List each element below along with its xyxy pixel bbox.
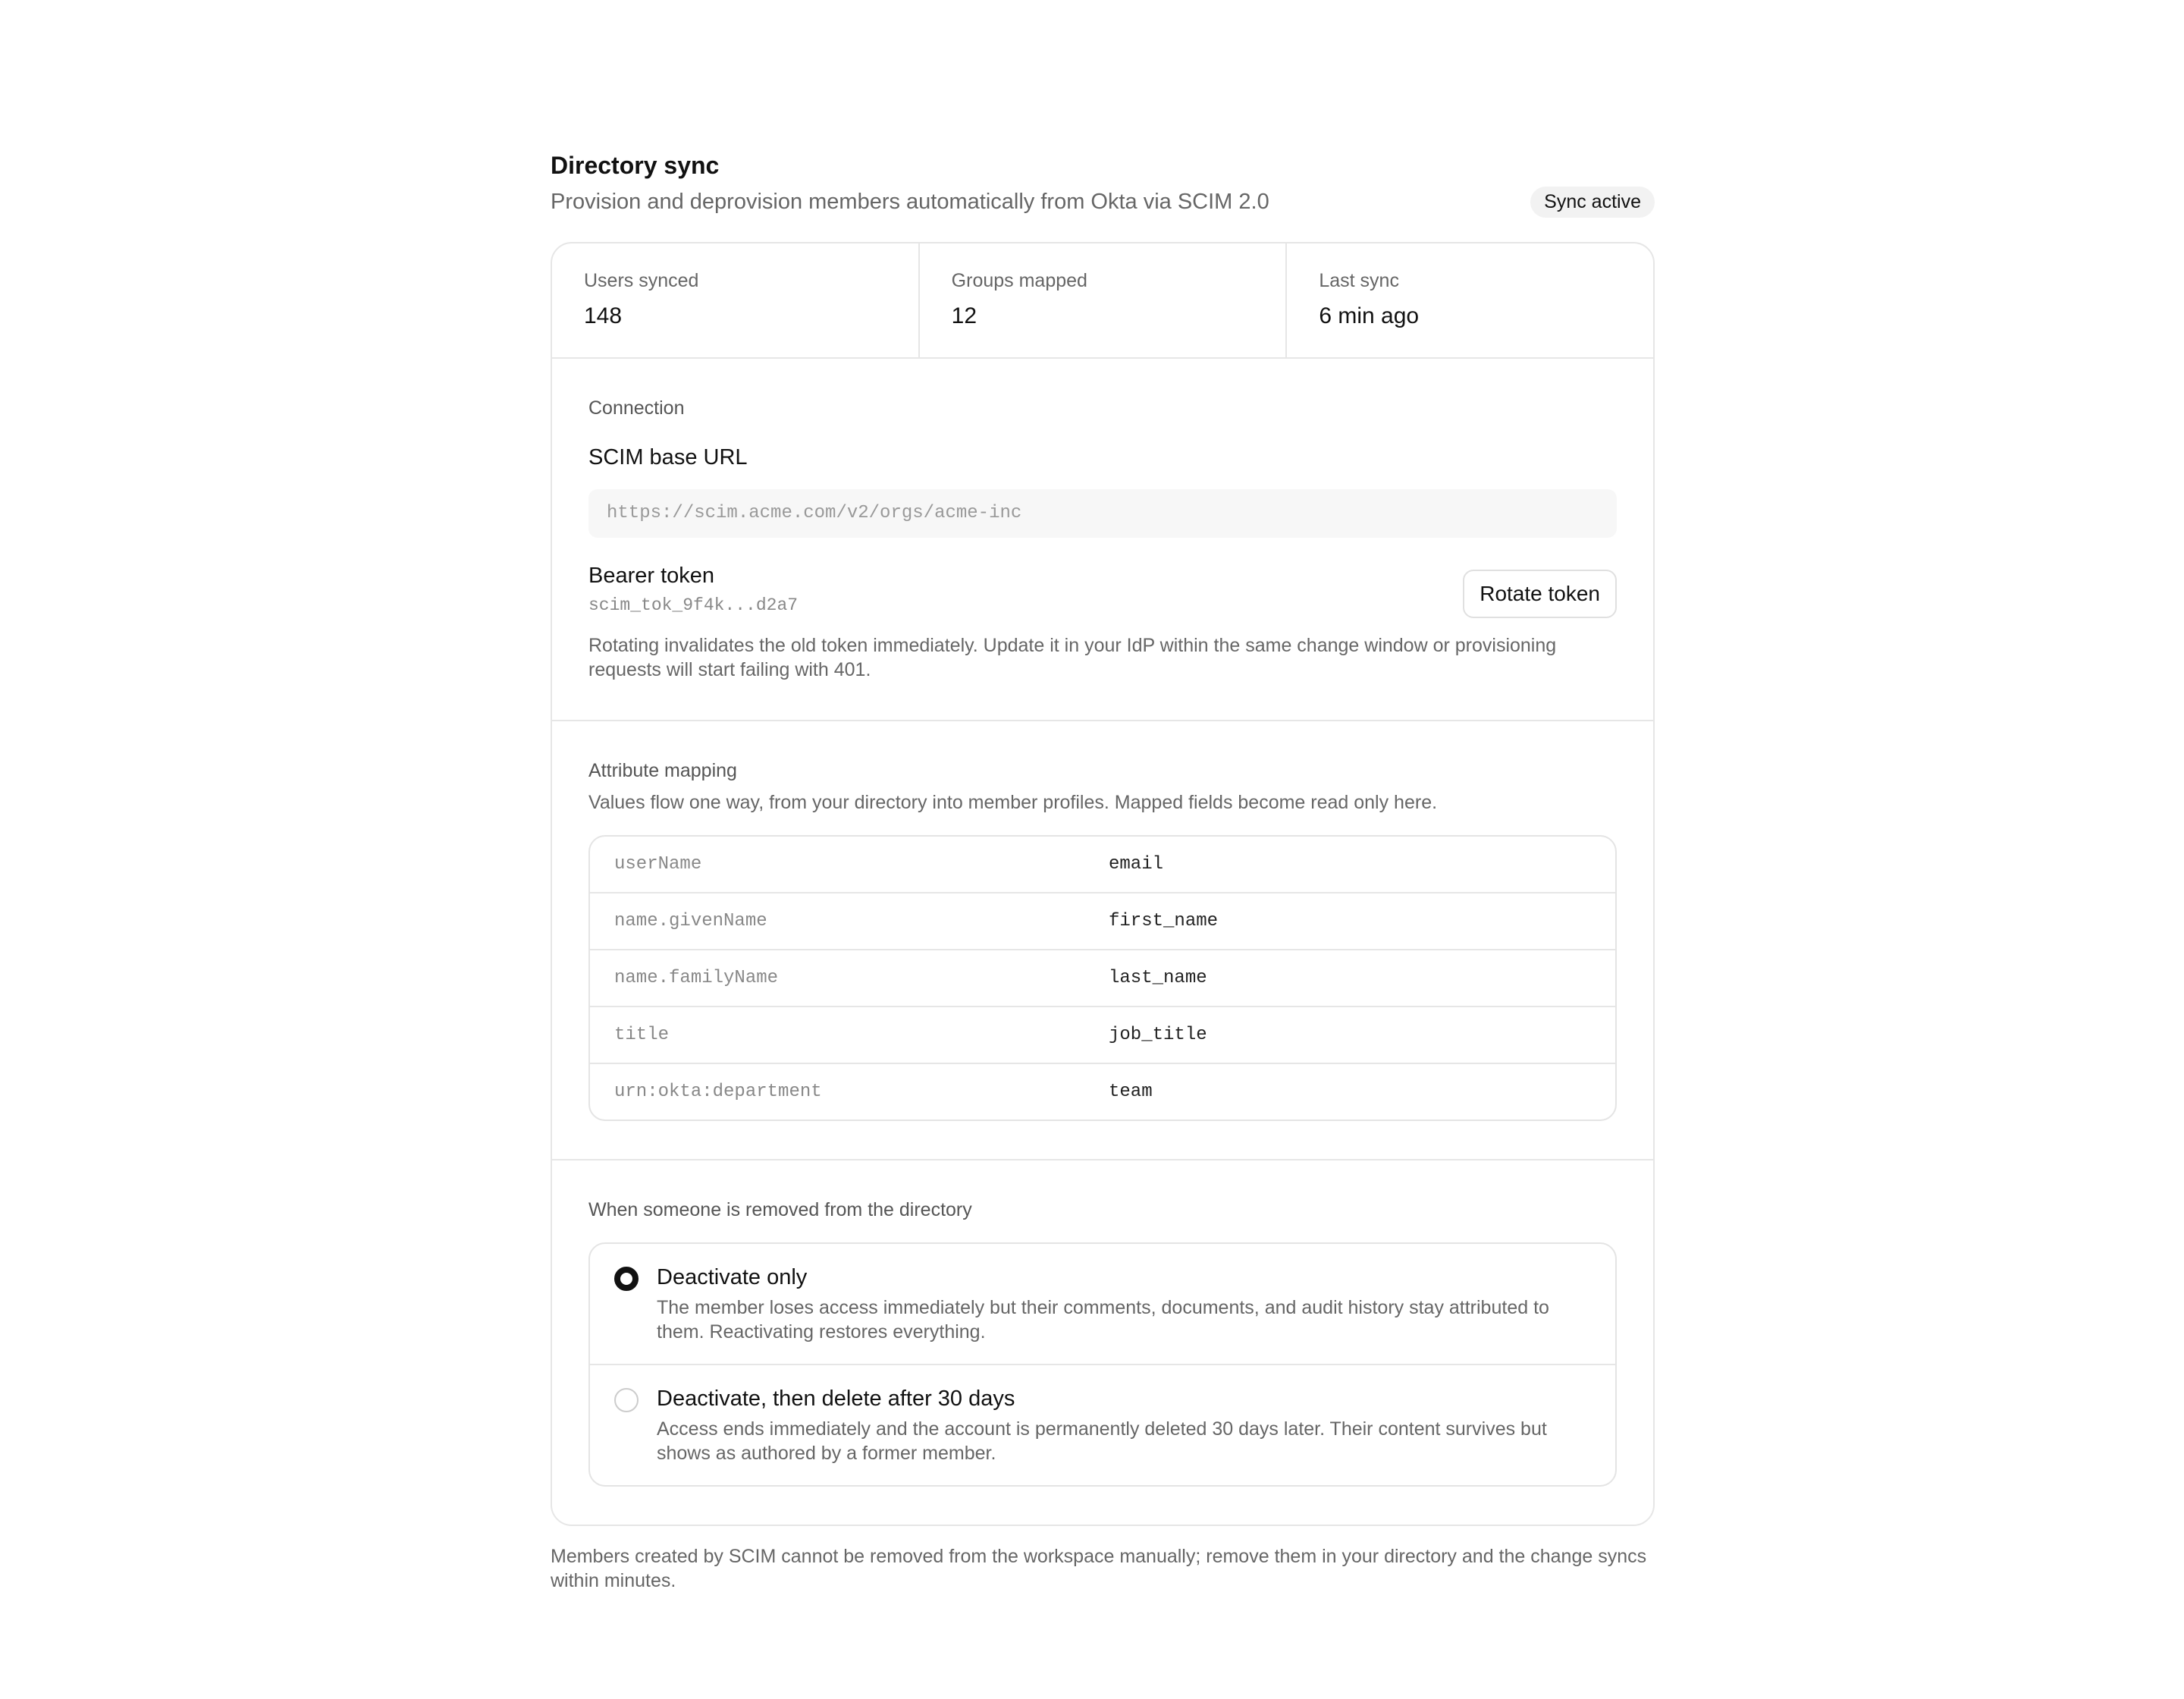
token-row bbox=[588, 561, 1617, 618]
option-deactivate-then-delete[interactable] bbox=[590, 1365, 1615, 1485]
source-attribute: userName bbox=[614, 854, 702, 875]
option-text bbox=[657, 1262, 1588, 1344]
rotate-help-text: Rotating invalidates the old token immediately. Update it in your IdP within the same change window or provisioning requests will start failing with 401. bbox=[588, 635, 1557, 680]
stat-label: Groups mapped bbox=[951, 270, 1087, 291]
source-attribute: name.givenName bbox=[614, 911, 767, 931]
section-label: Attribute mapping bbox=[588, 760, 737, 781]
target-field: job_title bbox=[1109, 1025, 1207, 1045]
stat-label: Users synced bbox=[584, 270, 699, 291]
header-subrow bbox=[551, 187, 1655, 218]
table-row bbox=[590, 1064, 1615, 1120]
stat-label: Last sync bbox=[1319, 270, 1399, 291]
option-description: Access ends immediately and the account is permanently deleted 30 days later. Their content survives but shows as authored by a former member. bbox=[657, 1418, 1547, 1464]
page-title: Directory sync bbox=[551, 152, 720, 179]
table-row bbox=[590, 950, 1615, 1007]
target-field: team bbox=[1109, 1082, 1153, 1102]
footnote: Members created by SCIM cannot be removed from the workspace manually; remove them in your directory and the change syncs within minutes. bbox=[551, 1546, 1647, 1591]
target-field: email bbox=[1109, 854, 1164, 875]
stats-row bbox=[552, 243, 1653, 359]
radio-selected[interactable] bbox=[614, 1267, 639, 1291]
page-subtitle: Provision and deprovision members automatically from Okta via SCIM 2.0 bbox=[551, 190, 1269, 214]
section-label: When someone is removed from the directory bbox=[588, 1199, 972, 1220]
source-attribute: name.familyName bbox=[614, 968, 779, 988]
token-info bbox=[588, 561, 798, 615]
mapping-table bbox=[588, 835, 1617, 1121]
option-deactivate-only[interactable] bbox=[590, 1244, 1615, 1365]
option-description: The member loses access immediately but their comments, documents, and audit history stay attributed to them. Reactivating restores everything. bbox=[657, 1297, 1549, 1343]
target-field: last_name bbox=[1109, 968, 1207, 988]
scim-url-title: SCIM base URL bbox=[588, 445, 748, 470]
radio-unselected[interactable] bbox=[614, 1388, 639, 1412]
table-row bbox=[590, 893, 1615, 950]
connection-section bbox=[552, 359, 1653, 721]
bearer-token-value: scim_tok_9f4k...d2a7 bbox=[588, 595, 799, 615]
bearer-token-title: Bearer token bbox=[588, 564, 715, 588]
table-row bbox=[590, 837, 1615, 893]
stat-groups-mapped bbox=[920, 243, 1288, 357]
mapping-description: Values flow one way, from your directory into member profiles. Mapped fields become read only here. bbox=[588, 792, 1438, 813]
option-title: Deactivate, then delete after 30 days bbox=[657, 1387, 1015, 1411]
rotate-token-button[interactable]: Rotate token bbox=[1463, 570, 1617, 618]
stat-value: 148 bbox=[584, 303, 623, 328]
removal-options bbox=[588, 1242, 1617, 1487]
scim-url-field[interactable]: https://scim.acme.com/v2/orgs/acme-inc bbox=[588, 489, 1617, 538]
settings-card bbox=[551, 242, 1655, 1526]
status-badge: Sync active bbox=[1530, 187, 1655, 218]
option-text bbox=[657, 1383, 1588, 1465]
section-label: Connection bbox=[588, 397, 685, 419]
source-attribute: urn:okta:department bbox=[614, 1082, 822, 1102]
source-attribute: title bbox=[614, 1025, 670, 1045]
stat-users-synced bbox=[552, 243, 920, 357]
target-field: first_name bbox=[1109, 911, 1219, 931]
stat-value: 12 bbox=[951, 303, 977, 328]
stat-last-sync bbox=[1287, 243, 1653, 357]
removal-policy-section bbox=[552, 1160, 1653, 1525]
table-row bbox=[590, 1007, 1615, 1064]
stat-value: 6 min ago bbox=[1319, 303, 1420, 328]
option-title: Deactivate only bbox=[657, 1265, 808, 1289]
attribute-mapping-section bbox=[552, 721, 1653, 1160]
directory-sync-panel bbox=[551, 149, 1655, 1593]
